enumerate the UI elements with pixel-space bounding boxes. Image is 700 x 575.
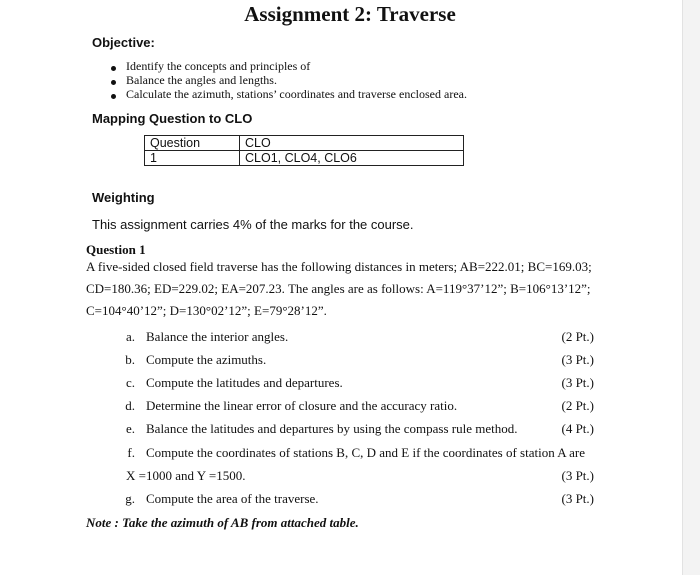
part-label: f. [127, 445, 135, 460]
clo-mapping-table [144, 135, 464, 166]
part-label: d. [125, 398, 135, 413]
part-label: b. [125, 352, 135, 367]
table-cell: 1 [145, 151, 240, 166]
part-text: Compute the azimuths. [146, 352, 267, 367]
part-label: a. [125, 329, 135, 344]
objective-item: Balance the angles and lengths. [126, 73, 277, 87]
part-text: Balance the latitudes and departures by using the compass rule method. [146, 421, 518, 436]
note-text: Note : Take the azimuth of AB from attached table. [86, 515, 359, 530]
bullet-icon [111, 94, 116, 99]
question-text-line: CD=180.36; ED=229.02; EA=207.23. The angles are as follows: A=119°37’12”; B=106°13’12”; [86, 281, 591, 296]
question-heading: Question 1 [86, 242, 146, 257]
table-header-cell: Question [145, 136, 240, 151]
part-points: (3 Pt.) [561, 352, 594, 367]
page-title: Assignment 2: Traverse [244, 2, 456, 26]
table-cell: CLO1, CLO4, CLO6 [240, 151, 464, 166]
part-points: (2 Pt.) [561, 329, 594, 344]
weighting-heading: Weighting [92, 190, 155, 205]
part-points: (3 Pt.) [561, 468, 594, 483]
question-text-line: C=104°40’12”; D=130°02’12”; E=79°28’12”. [86, 303, 327, 318]
question-text-line: A five-sided closed field traverse has the following distances in meters; AB=222.01; BC=169.03; [86, 259, 592, 274]
part-points: (3 Pt.) [561, 491, 594, 506]
part-text: Compute the latitudes and departures. [146, 375, 343, 390]
part-label: g. [125, 491, 135, 506]
table-header-cell: CLO [240, 136, 464, 151]
part-points: (2 Pt.) [561, 398, 594, 413]
part-points: (3 Pt.) [561, 375, 594, 390]
part-text: Determine the linear error of closure and the accuracy ratio. [146, 398, 458, 413]
part-text: Balance the interior angles. [146, 329, 289, 344]
weighting-text: This assignment carries 4% of the marks for the course. [92, 217, 414, 232]
objective-item: Calculate the azimuth, stations’ coordinates and traverse enclosed area. [126, 87, 467, 101]
objective-heading: Objective: [92, 35, 155, 50]
part-label: c. [125, 375, 135, 390]
table-header-row [145, 136, 464, 151]
part-points: (4 Pt.) [561, 421, 594, 436]
bullet-icon [111, 80, 116, 85]
mapping-heading: Mapping Question to CLO [92, 111, 253, 126]
table-row [145, 151, 464, 166]
objective-item: Identify the concepts and principles of [126, 59, 311, 73]
part-text: Compute the coordinates of stations B, C, D and E if the coordinates of station A are [146, 445, 586, 460]
part-text: X =1000 and Y =1500. [126, 468, 246, 483]
part-text: Compute the area of the traverse. [146, 491, 319, 506]
part-label: e. [125, 421, 135, 436]
bullet-icon [111, 66, 116, 71]
